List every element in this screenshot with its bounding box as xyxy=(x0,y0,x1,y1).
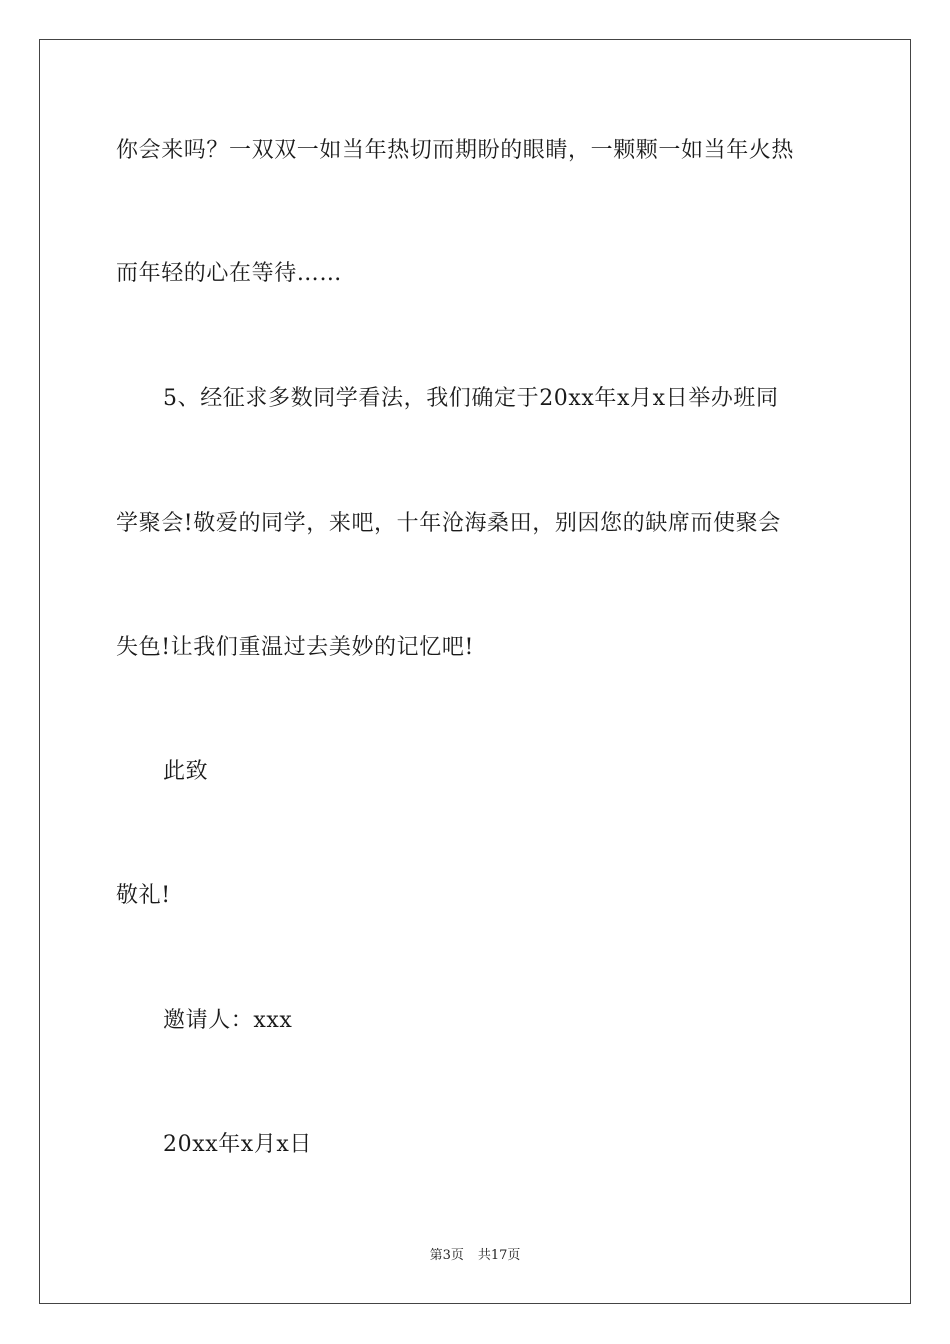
page-number: 第3页 xyxy=(429,1248,464,1263)
body-paragraph-line: 学聚会!敬爱的同学，来吧，十年沧海桑田，别因您的缺席而使聚会 xyxy=(116,511,781,536)
inviter-signature: 邀请人：xxx xyxy=(163,1008,293,1033)
body-paragraph-line: 5、经征求多数同学看法，我们确定于20xx年x月x日举办班同 xyxy=(163,386,779,411)
letter-date: 20xx年x月x日 xyxy=(163,1132,313,1157)
page-frame xyxy=(39,39,911,1304)
page-total: 共17页 xyxy=(477,1248,521,1263)
body-paragraph-line: 你会来吗？一双双一如当年热切而期盼的眼睛，一颗颗一如当年火热 xyxy=(116,138,795,163)
salutation-respect: 敬礼! xyxy=(116,883,171,908)
page-footer xyxy=(0,1247,950,1265)
salutation-closing: 此致 xyxy=(163,759,209,784)
body-paragraph-line: 而年轻的心在等待…… xyxy=(116,261,343,286)
body-paragraph-line: 失色!让我们重温过去美妙的记忆吧! xyxy=(116,635,474,660)
